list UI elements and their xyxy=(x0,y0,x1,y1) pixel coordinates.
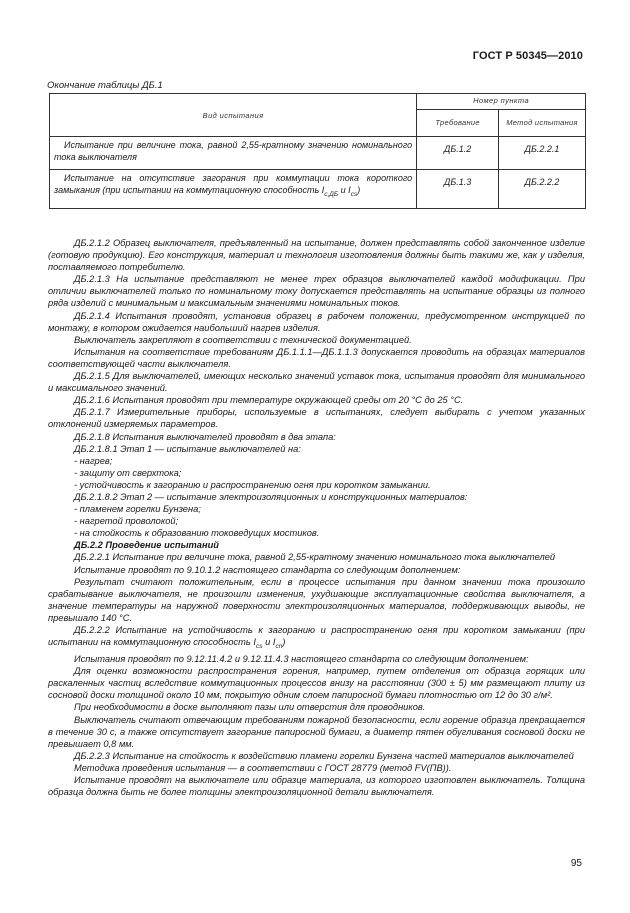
paragraph: Испытание проводят на выключателе или образце материала, из которого изготовлен выключатель. Толщина образца должна быть не более толщины электроизоляционной детали выключателя. xyxy=(48,774,585,798)
paragraph: Методика проведения испытания — в соответствии с ГОСТ 28779 (метод FV(ПВ)). xyxy=(74,762,452,773)
paragraph: Выключатель закрепляют в соответствии с технической документацией. xyxy=(74,334,412,345)
paragraph: ДБ.2.1.2 Образец выключателя, предъявленный на испытание, должен представлять собой законченное изделие (готовую продукцию). Его конструкция, материал и технология изготовления должны быть такими же, как у изделия, поставляемого потребителю. xyxy=(48,238,585,273)
list-item: - устойчивость к загоранию и распространению огня при коротком замыкании. xyxy=(74,479,431,490)
row-test-description: Испытание на отсутствие загорания при коммутации тока короткого замыкания (при испытании на коммутационную способность $I_{c,ДБ}$ и $I_{cs}$) xyxy=(50,170,417,209)
header-requirement: Требование xyxy=(417,110,499,137)
paragraph: ДБ.2.1.4 Испытания проводят, установив образец в рабочем положении, предусмотренном инструкцией по монтажу, в котором ожидается наибольший нагрев изделия. xyxy=(48,310,585,333)
row-requirement: ДБ.1.3 xyxy=(417,170,499,209)
paragraph: Выключатель считают отвечающим требованиям пожарной безопасности, если горение образца прекращается в течение 30 с, а также отсутствует загорание папиросной бумаги, а диаметр пятен обугливания сосновой доски не превышает 0,8 мм. xyxy=(48,714,585,749)
paragraph: Испытания на соответствие требованиям ДБ.1.1.1—ДБ.1.1.3 допускается проводить на образцах материалов соответствующей части выключателя. xyxy=(48,346,585,369)
paragraph: ДБ.2.1.7 Измерительные приборы, используемые в испытаниях, следует выбирать с учетом указанных отклонений измеряемых параметров. xyxy=(48,407,585,430)
paragraph: ДБ.2.2.1 Испытание при величине тока, равной 2,55-кратному значению номинального тока выключателей xyxy=(74,552,556,563)
paragraph: ДБ.2.1.6 Испытания проводят при температуре окружающей среды от 20 °С до 25 °С. xyxy=(74,395,464,406)
header-test-kind: Вид испытания xyxy=(50,94,417,137)
paragraph: Результат считают положительным, если в процессе испытания при данном значении тока произошло срабатывание выключателя, не произошли изменения, ухудшающие эксплуатационные свойства выключателя, а значение температуры на наружной поверхности электроизоляционных материалов, поддерживающих выводы, не превышало 140 °С. xyxy=(48,576,585,623)
paragraph: ДБ.2.2.3 Испытание на стойкость к воздействию пламени горелки Бунзена частей материалов выключателей xyxy=(74,750,574,761)
paragraph: Испытания проводят по 9.12.11.4.2 и 9.12.11.4.3 настоящего стандарта со следующим дополнением: xyxy=(74,654,529,665)
row-test-description: Испытание при величине тока, равной 2,55-кратному значению номинального тока выключателя xyxy=(50,137,417,170)
list-item: - нагретой проволокой; xyxy=(74,516,179,527)
paragraph: При необходимости в доске выполняют пазы или отверстия для проводников. xyxy=(74,702,426,713)
paragraph: ДБ.2.1.8.2 Этап 2 — испытание электроизоляционных и конструкционных материалов: xyxy=(74,491,468,502)
paragraph: Для оценки возможности распространения горения, например, путем отделения от образца горящих или раскаленных частиц вследствие коммутационных процессов внизу на расстоянии (300 ± 5) мм размещают плиту из сосновой доски толщиной около 10 мм, покрытую одним слоем папиросной бумаги плотностью от 12 до 30 г/м². xyxy=(48,666,585,701)
table-row xyxy=(50,170,586,209)
page-number: 95 xyxy=(570,858,582,869)
list-item: - пламенем горелки Бунзена; xyxy=(74,504,201,515)
paragraph: ДБ.2.1.8.1 Этап 1 — испытание выключателей на: xyxy=(74,443,301,454)
test-table xyxy=(49,93,586,209)
paragraph: Испытание проводят по 9.10.1.2 настоящего стандарта со следующим дополнением: xyxy=(74,564,461,575)
table-row xyxy=(50,137,586,170)
document-code: ГОСТ Р 50345—2010 xyxy=(472,50,583,62)
list-item: - нагрев; xyxy=(74,455,113,466)
paragraph: ДБ.2.2.2 Испытание на устойчивость к загоранию и распространению огня при коротком замыкании (при испытании на коммутационную способность $I_{cs}$ и $I_{cn}$) xyxy=(48,625,585,650)
paragraph: ДБ.2.1.8 Испытания выключателей проводят в два этапа: xyxy=(74,431,336,442)
list-item: - защиту от сверхтока; xyxy=(74,467,182,478)
row-requirement: ДБ.1.2 xyxy=(417,137,499,170)
table-caption: Окончание таблицы ДБ.1 xyxy=(47,80,163,91)
row-method: ДБ.2.2.1 xyxy=(499,137,586,170)
paragraph: ДБ.2.1.3 На испытание представляют не менее трех образцов выключателей каждой модификации. При отличии выключателей только по номинальному току допускается представлять на испытание образцы из полного ряда изделий с минимальным и максимальным значениями номинальных токов. xyxy=(48,274,585,309)
list-item: - на стойкость к образованию токоведущих мостиков. xyxy=(74,528,320,539)
row-method: ДБ.2.2.2 xyxy=(499,170,586,209)
document-body xyxy=(48,237,585,798)
header-method: Метод испытания xyxy=(499,110,586,137)
header-clause-number: Номер пункта xyxy=(417,94,586,110)
section-heading: ДБ.2.2 Проведение испытаний xyxy=(74,540,219,551)
paragraph: ДБ.2.1.5 Для выключателей, имеющих несколько значений уставок тока, испытания проводят для минимального и максимального значений. xyxy=(48,371,585,394)
